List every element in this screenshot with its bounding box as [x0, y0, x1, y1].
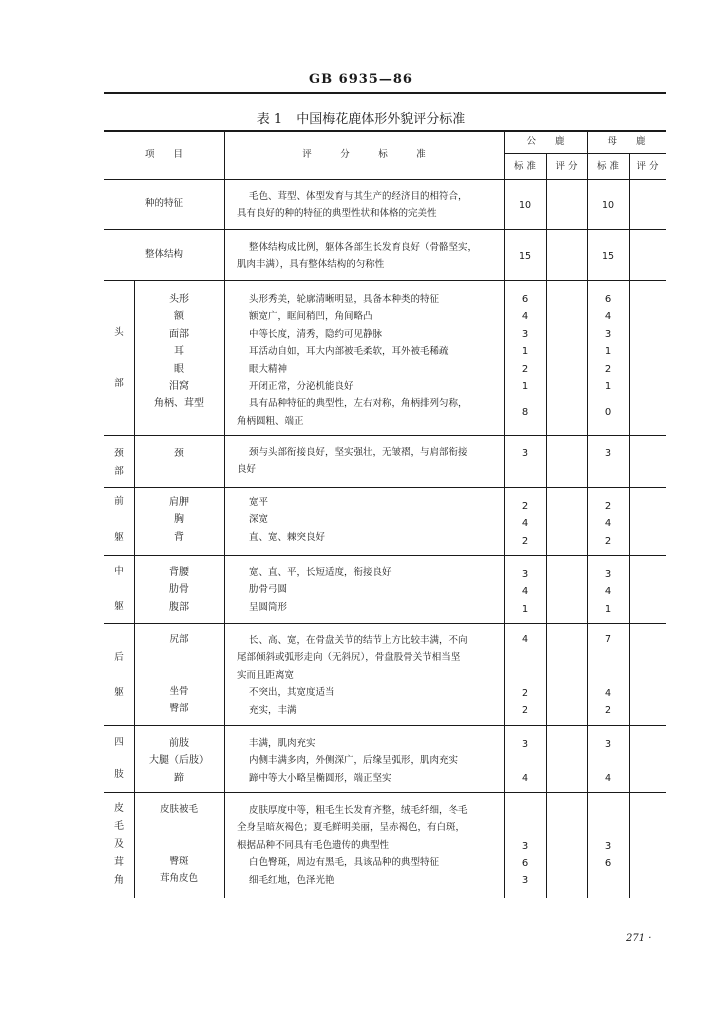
sub-item: 坐骨 — [169, 686, 189, 697]
male-standard: 4 — [521, 518, 529, 530]
group-label: 角 — [114, 875, 124, 886]
sub-item: 颈 — [174, 448, 184, 459]
row-criteria — [237, 188, 468, 223]
header-male-score: 评 分 — [555, 161, 578, 172]
header-female-score: 评 分 — [636, 161, 659, 172]
female-standard: 6 — [604, 858, 612, 869]
criteria-line: 耳活动自如，耳大内部被毛柔软，耳外被毛稀疏 — [249, 346, 449, 358]
standard-number: GB 6935—86 — [309, 72, 413, 87]
sub-item: 面部 — [169, 328, 189, 340]
row-item: 种的特征 — [144, 198, 183, 209]
group-criteria — [237, 494, 325, 546]
male-standard-list — [504, 566, 546, 618]
sub-item: 皮肤被毛 — [159, 804, 198, 815]
sub-item: 泪窝 — [169, 381, 189, 393]
sub-item: 臀部 — [169, 703, 189, 714]
group-criteria — [237, 291, 468, 430]
male-standard: 2 — [521, 501, 529, 512]
criteria-line: 直、宽、棘突良好 — [249, 531, 326, 543]
male-standard: 6 — [521, 858, 529, 869]
criteria-line: 根据品种不同具有毛色遗传的典型性 — [237, 839, 390, 851]
row-rule — [104, 229, 666, 230]
criteria-line: 白色臀斑，周边有黑毛，具该品种的典型特征 — [249, 857, 440, 869]
female-standard: 2 — [604, 501, 612, 512]
female-standard: 4 — [604, 311, 612, 323]
group-criteria — [237, 632, 468, 719]
criteria-line: 皮肤厚度中等，粗毛生长发育齐整，绒毛纤细，冬毛 — [249, 805, 468, 816]
male-standard: 4 — [521, 773, 529, 784]
criteria-line: 中等长度，清秀，隐约可见静脉 — [249, 328, 383, 340]
criteria-line: 额宽广，眶间稍凹，角间略凸 — [249, 311, 373, 323]
header-bottom-rule — [104, 179, 666, 180]
male-standard: 1 — [521, 381, 529, 393]
criteria-line: 蹄中等大小略呈椭圆形，端正坚实 — [249, 772, 392, 784]
criteria-line: 头形秀美，轮廓清晰明显，具备本种类的特征 — [249, 294, 440, 305]
female-standard: 4 — [604, 586, 612, 598]
male-standard: 1 — [521, 346, 529, 358]
sub-item: 肋骨 — [169, 584, 189, 596]
criteria-line: 丰满，肌肉充实 — [249, 738, 316, 749]
male-standard: 3 — [521, 569, 529, 580]
group-criteria — [237, 735, 458, 787]
female-standard: 3 — [604, 841, 612, 852]
header-rule — [104, 92, 666, 94]
row-rule — [104, 623, 666, 624]
group-label: 躯 — [114, 601, 124, 612]
female-standard: 1 — [604, 381, 612, 393]
criteria-line: 肌肉丰满），具有整体结构的匀称性 — [237, 259, 385, 271]
male-standard: 4 — [521, 634, 529, 645]
row-rule — [104, 555, 666, 556]
female-standard: 1 — [604, 603, 612, 615]
male-standard: 3 — [521, 841, 529, 852]
male-standard-list — [504, 498, 546, 550]
row-rule — [104, 487, 666, 488]
group-label: 后 — [114, 652, 124, 663]
criteria-line: 具有品种特征的典型性，左右对称，角柄排列匀称， — [249, 398, 468, 410]
column-rule — [224, 130, 225, 898]
male-standard: 2 — [521, 705, 529, 716]
sub-item: 额 — [174, 311, 184, 323]
criteria-line: 整体结构成比例，躯体各部生长发育良好（骨骼坚实， — [249, 242, 478, 253]
criteria-line: 具有良好的种的特征的典型性状和体格的完美性 — [237, 208, 437, 220]
criteria-line: 长、高、宽，在骨盘关节的结节上方比较丰满，不向 — [249, 635, 468, 646]
group-label: 部 — [114, 378, 124, 389]
sub-item: 背腰 — [169, 567, 189, 578]
group-label: 部 — [114, 466, 124, 477]
criteria-line: 眼大精神 — [249, 363, 288, 375]
criteria-line: 细毛红地，色泽光艳 — [249, 874, 335, 886]
sub-item: 头形 — [169, 294, 189, 305]
group-label: 肢 — [114, 769, 124, 780]
sub-item: 眼 — [174, 363, 184, 375]
female-standard: 6 — [604, 294, 612, 305]
female-standard: 4 — [604, 518, 612, 530]
table-title: 中国梅花鹿体形外貌评分标准 — [296, 112, 466, 127]
sub-item: 大腿（后肢） — [149, 755, 209, 767]
header-item: 项 目 — [144, 149, 183, 160]
female-standard: 3 — [604, 569, 612, 580]
row-rule — [104, 792, 666, 793]
sub-item: 耳 — [174, 346, 184, 358]
header-criteria: 评 分 标 准 — [302, 149, 426, 160]
criteria-line: 充实，丰满 — [249, 704, 297, 716]
female-standard-list — [587, 498, 629, 550]
female-standard: 3 — [604, 448, 612, 459]
female-standard: 0 — [604, 407, 612, 419]
sub-item: 尻部 — [169, 634, 189, 645]
male-standard: 8 — [521, 407, 529, 419]
male-standard: 3 — [521, 875, 529, 886]
group-label: 茸 — [114, 857, 124, 868]
male-standard: 6 — [521, 294, 529, 305]
sub-item: 背 — [174, 531, 184, 543]
sub-item: 腹部 — [169, 601, 189, 613]
group-label: 四 — [114, 737, 124, 748]
female-standard: 15 — [601, 251, 615, 262]
group-label-stack — [104, 800, 134, 890]
group-label: 皮 — [114, 803, 124, 814]
female-standard: 1 — [604, 346, 612, 358]
sub-item: 肩胛 — [169, 497, 189, 508]
header-male-standard: 标 准 — [513, 161, 537, 172]
item-list — [134, 564, 224, 616]
group-criteria — [237, 444, 468, 479]
table-number: 表 1 — [256, 112, 283, 127]
female-standard: 3 — [604, 328, 612, 340]
group-label: 中 — [114, 566, 124, 577]
criteria-line: 良好 — [237, 464, 257, 476]
item-list — [134, 735, 224, 787]
female-standard-list — [587, 566, 629, 618]
criteria-line: 宽、直、平，长短适度，衔接良好 — [249, 567, 392, 578]
criteria-line: 颈与头部衔接良好，坚实强壮，无皱褶，与肩部衔接 — [249, 447, 468, 458]
criteria-line: 实而且距离宽 — [237, 669, 295, 681]
male-standard: 3 — [521, 448, 529, 459]
female-standard-list — [587, 838, 629, 872]
table-caption — [0, 108, 722, 127]
column-rule — [629, 153, 630, 898]
male-standard: 3 — [521, 739, 529, 750]
sub-item: 臀斑 — [169, 856, 189, 867]
group-label: 头 — [114, 327, 124, 338]
header-subrule — [504, 153, 666, 154]
sub-item: 蹄 — [174, 772, 184, 784]
sub-item: 茸角皮色 — [159, 873, 198, 884]
criteria-line: 不突出，其宽度适当 — [249, 687, 335, 699]
column-rule — [546, 153, 547, 898]
sub-item: 胸 — [174, 514, 184, 526]
female-standard: 7 — [604, 634, 612, 645]
group-label: 躯 — [114, 532, 124, 543]
group-label: 毛 — [114, 821, 124, 832]
group-label: 颈 — [114, 448, 124, 459]
group-label: 前 — [114, 496, 124, 507]
criteria-line: 毛色、茸型、体型发育与其生产的经济目的相符合， — [249, 191, 468, 202]
page-number: 271 · — [626, 933, 652, 944]
female-standard-list — [587, 291, 629, 422]
score-table — [104, 130, 666, 898]
criteria-line: 呈圆筒形 — [249, 601, 288, 613]
male-standard: 4 — [521, 586, 529, 598]
male-standard: 10 — [518, 200, 532, 211]
female-standard: 2 — [604, 705, 612, 716]
female-standard: 4 — [604, 773, 612, 784]
criteria-line: 深宽 — [249, 514, 269, 526]
row-rule — [104, 435, 666, 436]
female-standard: 2 — [604, 363, 612, 375]
row-criteria — [237, 239, 477, 274]
male-standard: 2 — [521, 535, 529, 547]
group-label: 及 — [114, 839, 124, 850]
female-standard: 2 — [604, 535, 612, 547]
criteria-line: 肋骨弓圆 — [249, 584, 288, 596]
male-standard-list — [504, 291, 546, 422]
row-item: 整体结构 — [144, 249, 183, 260]
item-list — [134, 494, 224, 546]
row-rule — [104, 280, 666, 281]
header-female: 母 鹿 — [607, 136, 646, 147]
sub-item: 前肢 — [169, 738, 189, 749]
male-standard: 2 — [521, 363, 529, 375]
group-criteria — [237, 802, 468, 889]
criteria-line: 尾部倾斜或弧形走向（无斜尻），骨盘股骨关节相当坚 — [237, 652, 461, 664]
row-rule — [104, 725, 666, 726]
group-label: 躯 — [114, 687, 124, 698]
female-standard: 4 — [604, 688, 612, 699]
male-standard-list — [504, 838, 546, 889]
male-standard: 15 — [518, 251, 532, 262]
group-criteria — [237, 564, 392, 616]
criteria-line: 宽平 — [249, 497, 269, 508]
criteria-line: 全身呈暗灰褐色；夏毛鲜明美丽，呈赤褐色，有白斑， — [237, 822, 466, 834]
criteria-line: 角柄圆粗、端正 — [237, 415, 304, 427]
criteria-line: 开闭正常，分泌机能良好 — [249, 381, 354, 393]
sub-item: 角柄、茸型 — [154, 398, 204, 410]
item-list — [134, 291, 224, 413]
male-standard: 1 — [521, 603, 529, 615]
female-standard: 3 — [604, 739, 612, 750]
table-top-rule — [104, 130, 666, 132]
criteria-line: 内侧丰满多肉，外侧深广，后缘呈弧形，肌肉充实 — [249, 755, 459, 767]
header-male: 公 鹿 — [526, 136, 565, 147]
header-female-standard: 标 准 — [596, 161, 620, 172]
male-standard: 4 — [521, 311, 529, 323]
male-standard: 3 — [521, 328, 529, 340]
female-standard: 10 — [601, 200, 615, 211]
male-standard: 2 — [521, 688, 529, 699]
